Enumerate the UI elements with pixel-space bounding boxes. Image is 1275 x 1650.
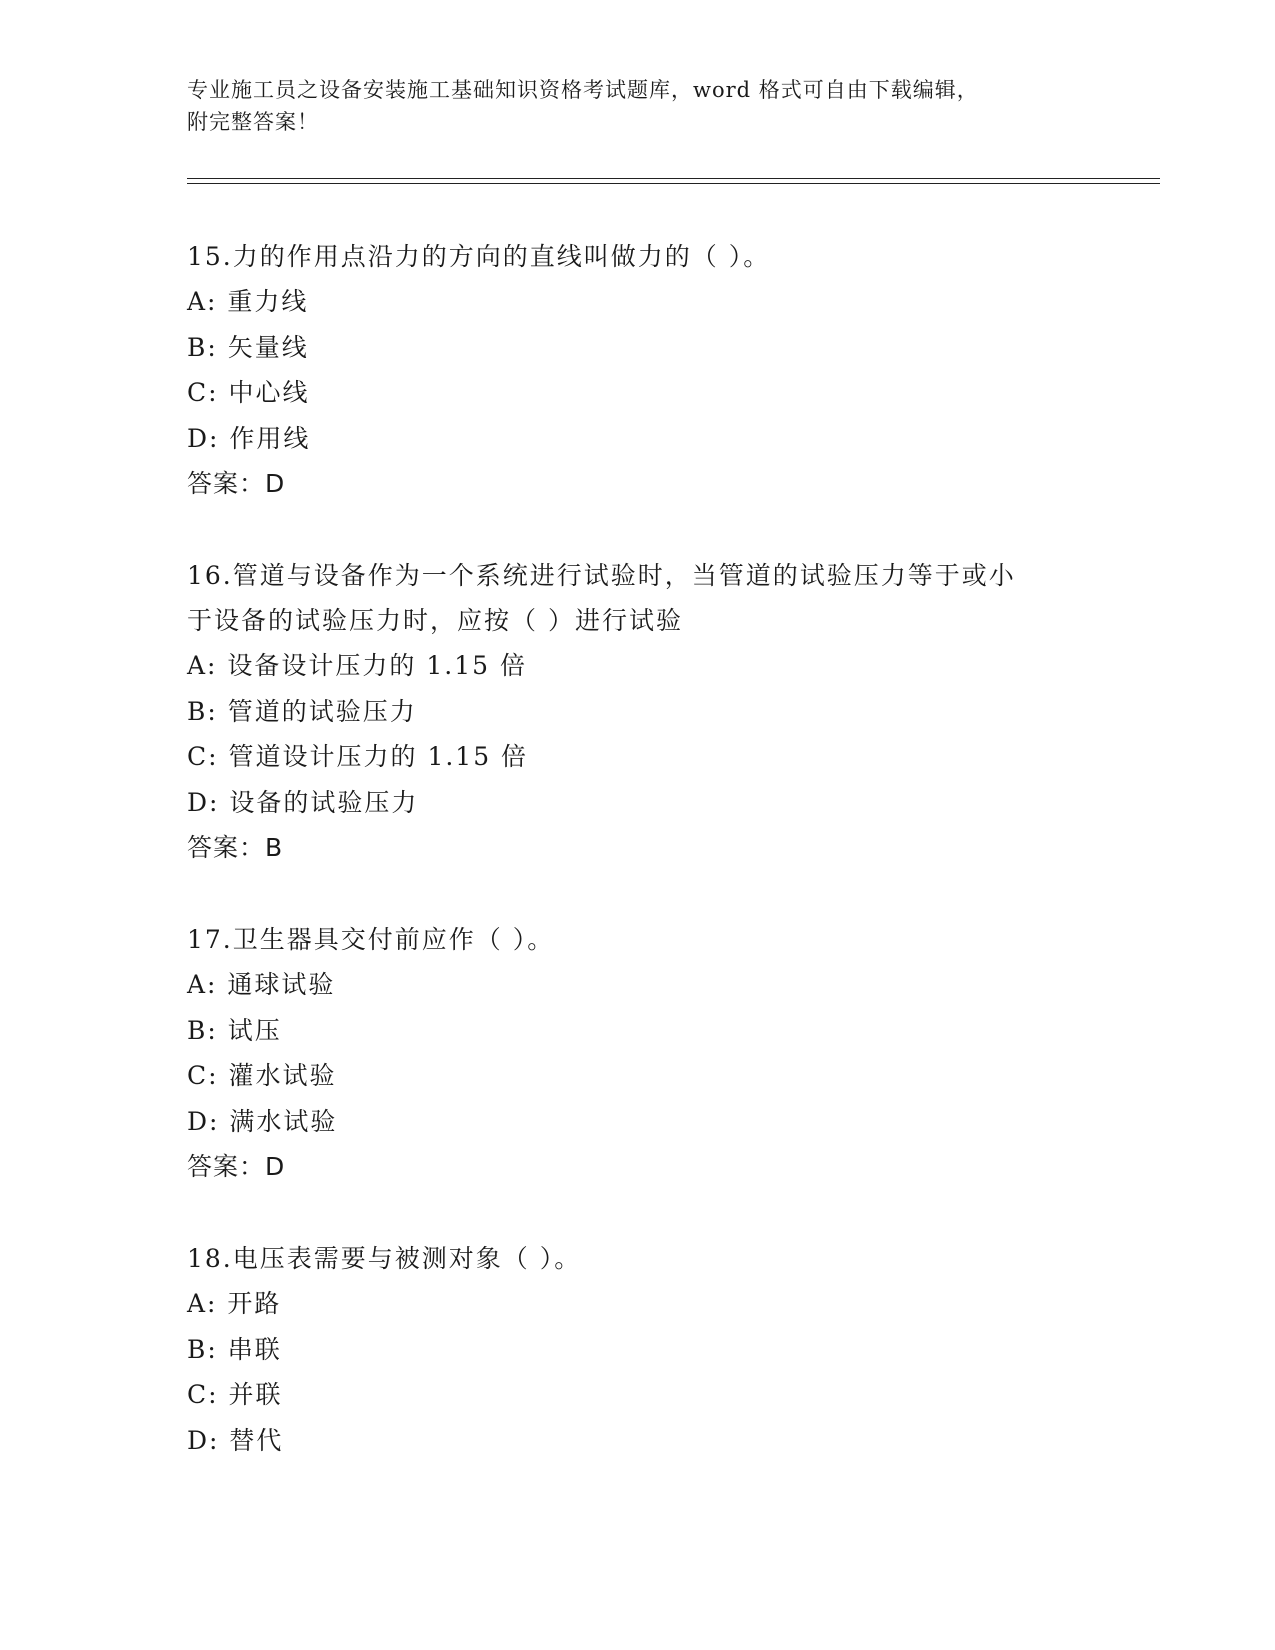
answer: 答案：D [187, 469, 286, 498]
question-stem-line-1: 16.管道与设备作为一个系统进行试验时，当管道的试验压力等于或小 [187, 561, 1016, 590]
document-header [187, 74, 1087, 138]
question-15 [187, 234, 1087, 506]
header-line-1: 专业施工员之设备安装施工基础知识资格考试题库，word 格式可自由下载编辑， [187, 78, 979, 102]
answer: 答案：D [187, 1152, 286, 1181]
question-18 [187, 1236, 1087, 1463]
question-stem: 18.电压表需要与被测对象（ ）。 [187, 1244, 582, 1273]
option-a: A: 设备设计压力的 1.15 倍 [187, 651, 527, 680]
option-b: B: 管道的试验压力 [187, 696, 417, 726]
option-b: B: 试压 [187, 1015, 282, 1045]
question-stem: 15.力的作用点沿力的方向的直线叫做力的（ ）。 [187, 242, 771, 271]
option-d: D: 作用线 [187, 423, 311, 453]
option-c: C: 管道设计压力的 1.15 倍 [187, 742, 529, 771]
question-stem: 17.卫生器具交付前应作（ ）。 [187, 925, 555, 954]
answer: 答案：B [187, 833, 284, 862]
option-d: D: 满水试验 [187, 1106, 338, 1136]
question-17 [187, 917, 1087, 1189]
header-divider-bottom [187, 183, 1160, 184]
header-divider-top [187, 178, 1160, 179]
option-a: A: 通球试验 [187, 970, 336, 999]
option-b: B: 矢量线 [187, 332, 309, 362]
option-b: B: 串联 [187, 1334, 282, 1364]
question-16 [187, 553, 1087, 870]
question-stem-line-2: 于设备的试验压力时，应按（ ）进行试验 [187, 606, 683, 635]
header-line-2: 附完整答案！ [187, 110, 319, 134]
option-c: C: 并联 [187, 1380, 283, 1409]
option-c: C: 中心线 [187, 378, 310, 407]
option-d: D: 替代 [187, 1425, 284, 1455]
option-a: A: 开路 [187, 1289, 282, 1318]
option-d: D: 设备的试验压力 [187, 787, 419, 817]
option-a: A: 重力线 [187, 287, 309, 316]
option-c: C: 灌水试验 [187, 1061, 337, 1090]
